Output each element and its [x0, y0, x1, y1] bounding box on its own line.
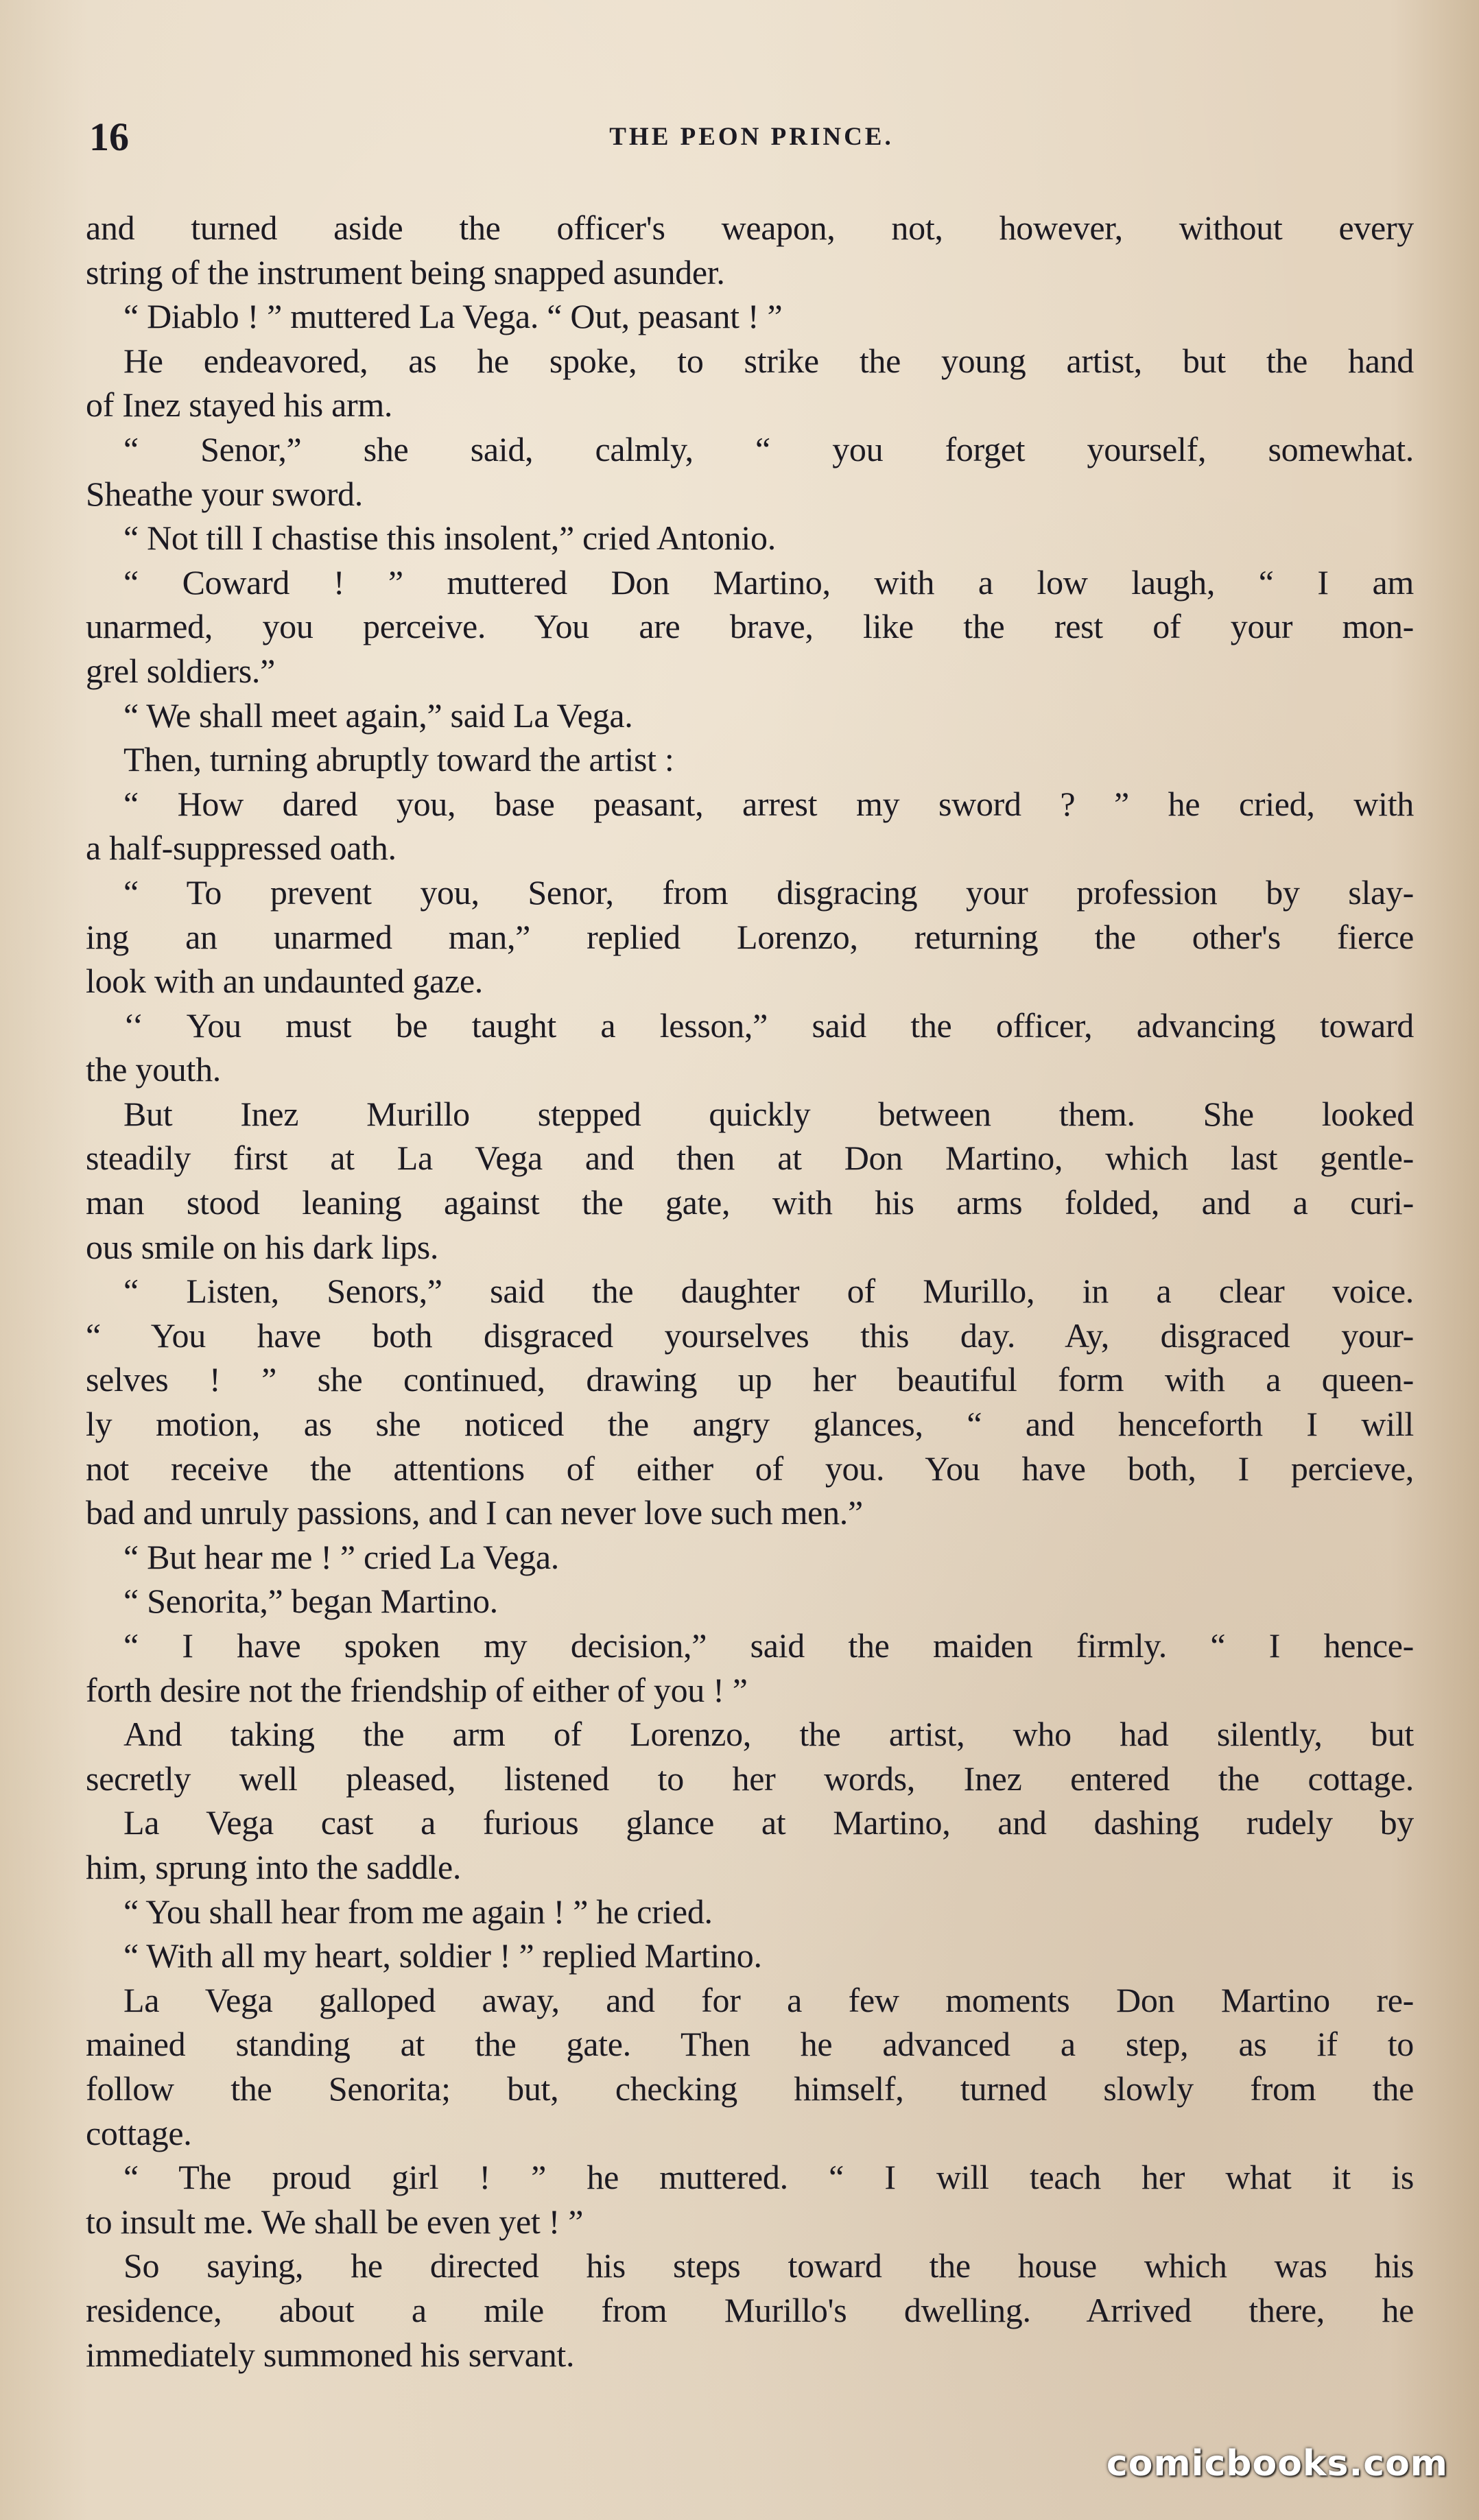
- text-line: not receive the attentions of either of you. You have both, I percieve,: [86, 1449, 1414, 1488]
- text-line: selves ! ” she continued, drawing up her beautiful form with a queen-: [86, 1360, 1414, 1399]
- running-title: THE PEON PRINCE.: [609, 123, 894, 151]
- text-line: “ Senorita,” began Martino.: [123, 1582, 498, 1621]
- text-line: look with an undaunted gaze.: [86, 962, 483, 1001]
- text-line: steadily first at La Vega and then at Don Martino, which last gentle-: [86, 1139, 1414, 1178]
- text-line: “ Senor,” she said, calmly, “ you forget yourself, somewhat.: [123, 429, 1414, 468]
- text-line: So saying, he directed his steps toward the house which was his: [123, 2246, 1414, 2285]
- text-line: ous smile on his dark lips.: [86, 1227, 439, 1266]
- text-line: Sheathe your sword.: [86, 474, 363, 513]
- text-line: “ With all my heart, soldier ! ” replied Martino.: [123, 1936, 762, 1975]
- text-line: But Inez Murillo stepped quickly between them. She looked: [123, 1094, 1414, 1133]
- text-line: La Vega cast a furious glance at Martino, and dashing rudely by: [123, 1803, 1414, 1842]
- text-line: immediately summoned his servant.: [86, 2335, 575, 2374]
- text-line: He endeavored, as he spoke, to strike the young artist, but the hand: [123, 341, 1414, 380]
- text-line: grel soldiers.”: [86, 651, 275, 690]
- text-line: man stood leaning against the gate, with his arms folded, and a curi-: [86, 1183, 1414, 1222]
- text-line: And taking the arm of Lorenzo, the artist, who had silently, but: [123, 1715, 1414, 1754]
- text-line: to insult me. We shall be even yet ! ”: [86, 2202, 584, 2241]
- text-line: “ But hear me ! ” cried La Vega.: [123, 1537, 560, 1576]
- text-line: “ You have both disgraced yourselves this day. Ay, disgraced your-: [86, 1316, 1414, 1355]
- text-line: residence, about a mile from Murillo's dwelling. Arrived there, he: [86, 2290, 1414, 2329]
- text-line: “ You shall hear from me again ! ” he cried.: [123, 1892, 713, 1931]
- text-line: forth desire not the friendship of either of you ! ”: [86, 1670, 748, 1709]
- text-line: Then, turning abruptly toward the artist :: [123, 740, 674, 779]
- text-line: “ Diablo ! ” muttered La Vega. “ Out, peasant ! ”: [123, 297, 783, 336]
- text-line: a half-suppressed oath.: [86, 829, 397, 868]
- text-line: “ To prevent you, Senor, from disgracing your profession by slay-: [123, 872, 1414, 912]
- page-header: [89, 110, 1414, 165]
- text-line: bad and unruly passions, and I can never love such men.”: [86, 1493, 863, 1532]
- text-line: ing an unarmed man,” replied Lorenzo, returning the other's fierce: [86, 917, 1414, 956]
- text-line: “ Coward ! ” muttered Don Martino, with a low laugh, “ I am: [123, 562, 1414, 602]
- text-line: “ The proud girl ! ” he muttered. “ I will teach her what it is: [123, 2158, 1414, 2197]
- text-line: “ Not till I chastise this insolent,” cried Antonio.: [123, 519, 776, 558]
- text-line: “ I have spoken my decision,” said the maiden firmly. “ I hence-: [123, 1626, 1414, 1665]
- text-line: cottage.: [86, 2113, 192, 2152]
- text-line: string of the instrument being snapped asunder.: [86, 252, 725, 292]
- text-line: of Inez stayed his arm.: [86, 385, 393, 425]
- text-line: unarmed, you perceive. You are brave, like the rest of your mon-: [86, 607, 1414, 646]
- text-line: and turned aside the officer's weapon, not, however, without every: [86, 209, 1414, 247]
- text-line: ‘‘ You must be taught a lesson,” said the officer, advancing toward: [123, 1006, 1414, 1045]
- text-line: the youth.: [86, 1050, 221, 1089]
- text-line: secretly well pleased, listened to her words, Inez entered the cottage.: [86, 1759, 1414, 1798]
- text-line: him, sprung into the saddle.: [86, 1847, 462, 1886]
- text-line: mained standing at the gate. Then he advanced a step, as if to: [86, 2025, 1414, 2064]
- text-line: ly motion, as she noticed the angry glances, “ and henceforth I will: [86, 1405, 1414, 1444]
- text-line: follow the Senorita; but, checking himself, turned slowly from the: [86, 2069, 1414, 2108]
- watermark: comicbooks.com: [1106, 2443, 1448, 2484]
- page-number: 16: [89, 115, 129, 159]
- text-line: “ Listen, Senors,” said the daughter of Murillo, in a clear voice.: [123, 1272, 1414, 1311]
- body-text: [86, 206, 1414, 2377]
- text-line: “ We shall meet again,” said La Vega.: [123, 696, 633, 735]
- text-line: “ How dared you, base peasant, arrest my sword ? ” he cried, with: [123, 784, 1414, 823]
- text-line: La Vega galloped away, and for a few moments Don Martino re-: [123, 1980, 1414, 2019]
